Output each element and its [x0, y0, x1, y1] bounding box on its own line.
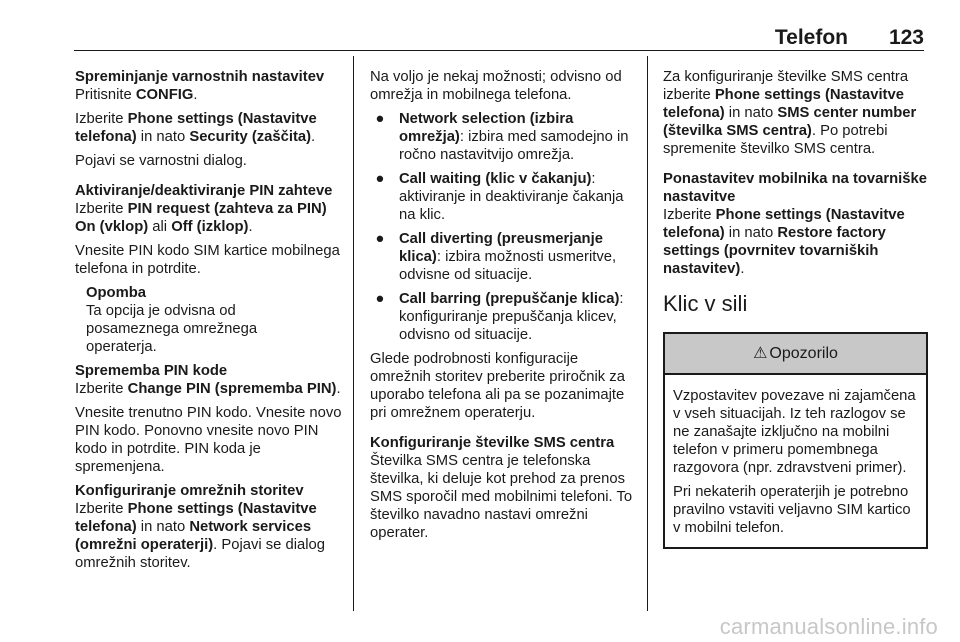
bullet-icon: ● [375, 111, 385, 127]
paragraph: Izberite Phone settings (Nastavitve telefona) in nato Restore factory settings (povrnitev tovarniških nastavitev). [663, 207, 905, 277]
note-box [86, 284, 343, 356]
list-item: ● Call barring (prepuščanje klica): konfiguriranje prepuščanja klicev, odvisno od situacije. [370, 290, 640, 344]
paragraph: Vnesite trenutno PIN kodo. Vnesite novo PIN kodo. Ponovno vnesite novo PIN kodo in potrdite. PIN koda je spremenjena. [75, 405, 342, 475]
page-number: 123 [888, 26, 924, 49]
section-heading-change-pin: Sprememba PIN kode [75, 363, 228, 379]
paragraph: Na voljo je nekaj možnosti; odvisno od omrežja in mobilnega telefona. [370, 69, 622, 103]
paragraph: Za konfiguriranje številke SMS centra izberite Phone settings (Nastavitve telefona) in nato SMS center number (številka SMS centra). Po potrebi spremenite številko SMS centra. [663, 69, 917, 157]
paragraph: Izberite Change PIN (sprememba PIN). [75, 381, 341, 397]
column-2 [370, 68, 640, 548]
bullet-icon: ● [375, 231, 385, 247]
page-header [0, 0, 960, 50]
warning-header [665, 334, 926, 375]
network-options-list [370, 110, 640, 344]
section-heading-pin-request: Aktiviranje/deaktiviranje PIN zahteve [75, 183, 333, 199]
list-item: ● Call waiting (klic v čakanju): aktiviranje in deaktiviranje čakanja na klic. [370, 170, 640, 224]
list-item: ● Call diverting (preusmerjanje klica): izbira možnosti usmeritve, odvisne od situacije. [370, 230, 640, 284]
warning-text: Vzpostavitev povezave ni zajamčena v vseh situacijah. Iz teh razlogov se ne zanašajte izključno na mobilni telefon v primeru pomembnega razgovora (npr. zdravstveni primer). [673, 388, 916, 476]
list-item: ● Network selection (izbira omrežja): izbira med samodejno in ročno nastavitvijo omrežja. [370, 110, 640, 164]
column-3 [663, 68, 928, 549]
section-title-emergency-call: Klic v sili [663, 291, 748, 316]
section-heading-sms-center: Konfiguriranje številke SMS centra [370, 435, 615, 451]
bullet-icon: ● [375, 291, 385, 307]
column-1 [75, 68, 343, 578]
note-title: Opomba [86, 285, 147, 301]
paragraph: Pritisnite CONFIG. [75, 87, 198, 103]
section-heading-network-services: Konfiguriranje omrežnih storitev [75, 483, 304, 499]
warning-triangle-icon: ⚠ [753, 344, 768, 362]
header-rule [74, 50, 924, 51]
bullet-icon: ● [375, 171, 385, 187]
column-divider-1 [353, 56, 354, 611]
paragraph: Vnesite PIN kodo SIM kartice mobilnega telefona in potrdite. [75, 243, 340, 277]
paragraph: Pojavi se varnostni dialog. [75, 153, 247, 169]
warning-text: Pri nekaterih operaterjih je potrebno pravilno vstaviti veljavno SIM kartico v mobilni telefon. [673, 484, 911, 536]
watermark: carmanualsonline.info [719, 614, 938, 639]
note-text: Ta opcija je odvisna od posameznega omrežnega operaterja. [86, 303, 258, 355]
section-heading-factory-reset: Ponastavitev mobilnika na tovarniške nastavitve [663, 171, 927, 205]
chapter-title: Telefon [774, 26, 848, 49]
section-heading-security: Spreminjanje varnostnih nastavitev [75, 69, 325, 85]
warning-title: Opozorilo [769, 344, 838, 362]
warning-box [663, 332, 928, 549]
paragraph: Izberite Phone settings (Nastavitve telefona) in nato Network services (omrežni operaterji). Pojavi se dialog omrežnih storitev. [75, 501, 326, 571]
paragraph: Številka SMS centra je telefonska številka, ki deluje kot prehod za prenos SMS sporočil med mobilnimi telefoni. To številko navadno nastavi omrežni operater. [370, 453, 633, 541]
paragraph: Izberite Phone settings (Nastavitve telefona) in nato Security (zaščita). [75, 111, 317, 145]
column-divider-2 [647, 56, 648, 611]
warning-body [665, 375, 926, 547]
paragraph: Izberite PIN request (zahteva za PIN) On (vklop) ali Off (izklop). [75, 201, 327, 235]
paragraph: Glede podrobnosti konfiguracije omrežnih storitev preberite priročnik za uporabo telefona ali pa se pozanimajte pri omrežnem operaterju. [370, 351, 625, 421]
